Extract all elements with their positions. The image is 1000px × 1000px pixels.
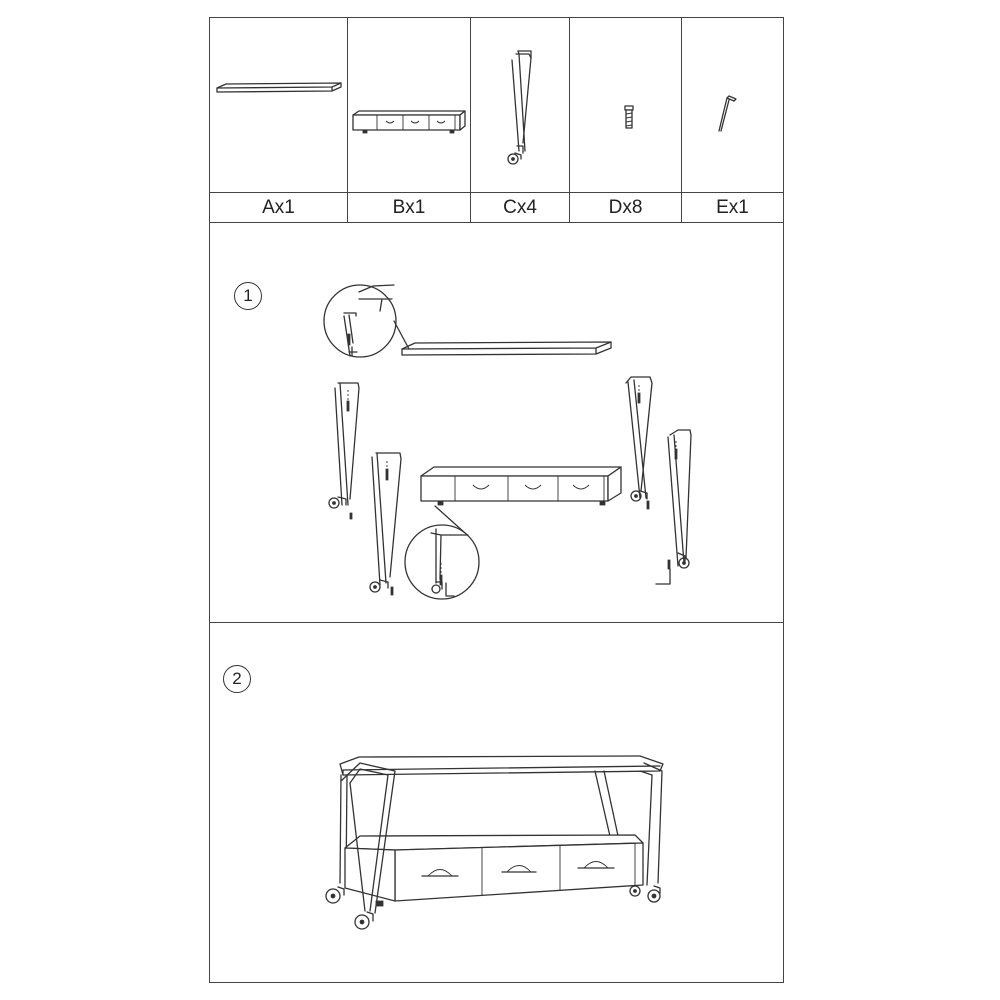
part-c-cell (471, 18, 570, 223)
part-c-label: Cx4 (471, 192, 569, 223)
parts-list (210, 18, 783, 223)
caster-leg-front-right (626, 377, 652, 509)
caster-leg-middle-left (370, 453, 401, 595)
detail-circle-top (324, 285, 409, 357)
step-1-panel (210, 223, 783, 623)
part-d-cell (570, 18, 682, 223)
part-a-label: Ax1 (210, 192, 347, 223)
step-1-illustration (210, 223, 785, 623)
part-e-label: Ex1 (682, 192, 783, 223)
step-2-panel (210, 623, 783, 984)
part-b-cell (348, 18, 471, 223)
caster-leg-back-right (656, 430, 691, 584)
step-1-number: 1 (234, 282, 262, 310)
drawer-base-icon (421, 467, 621, 533)
part-b-label: Bx1 (348, 192, 470, 223)
part-a-cell (210, 18, 348, 223)
caster-leg-icon (471, 18, 569, 192)
tabletop-panel-icon (210, 18, 347, 192)
tabletop-panel-icon (402, 342, 611, 355)
detail-circle-bottom (405, 525, 479, 599)
caster-leg-front-left (329, 383, 359, 519)
part-e-cell (682, 18, 783, 223)
instruction-sheet (209, 17, 784, 983)
screw-bolt-icon (570, 18, 681, 192)
allen-key-icon (682, 18, 783, 192)
step-2-illustration (210, 623, 785, 984)
part-d-label: Dx8 (570, 192, 681, 223)
drawer-base-icon (348, 18, 470, 192)
step-2-number: 2 (223, 665, 251, 693)
